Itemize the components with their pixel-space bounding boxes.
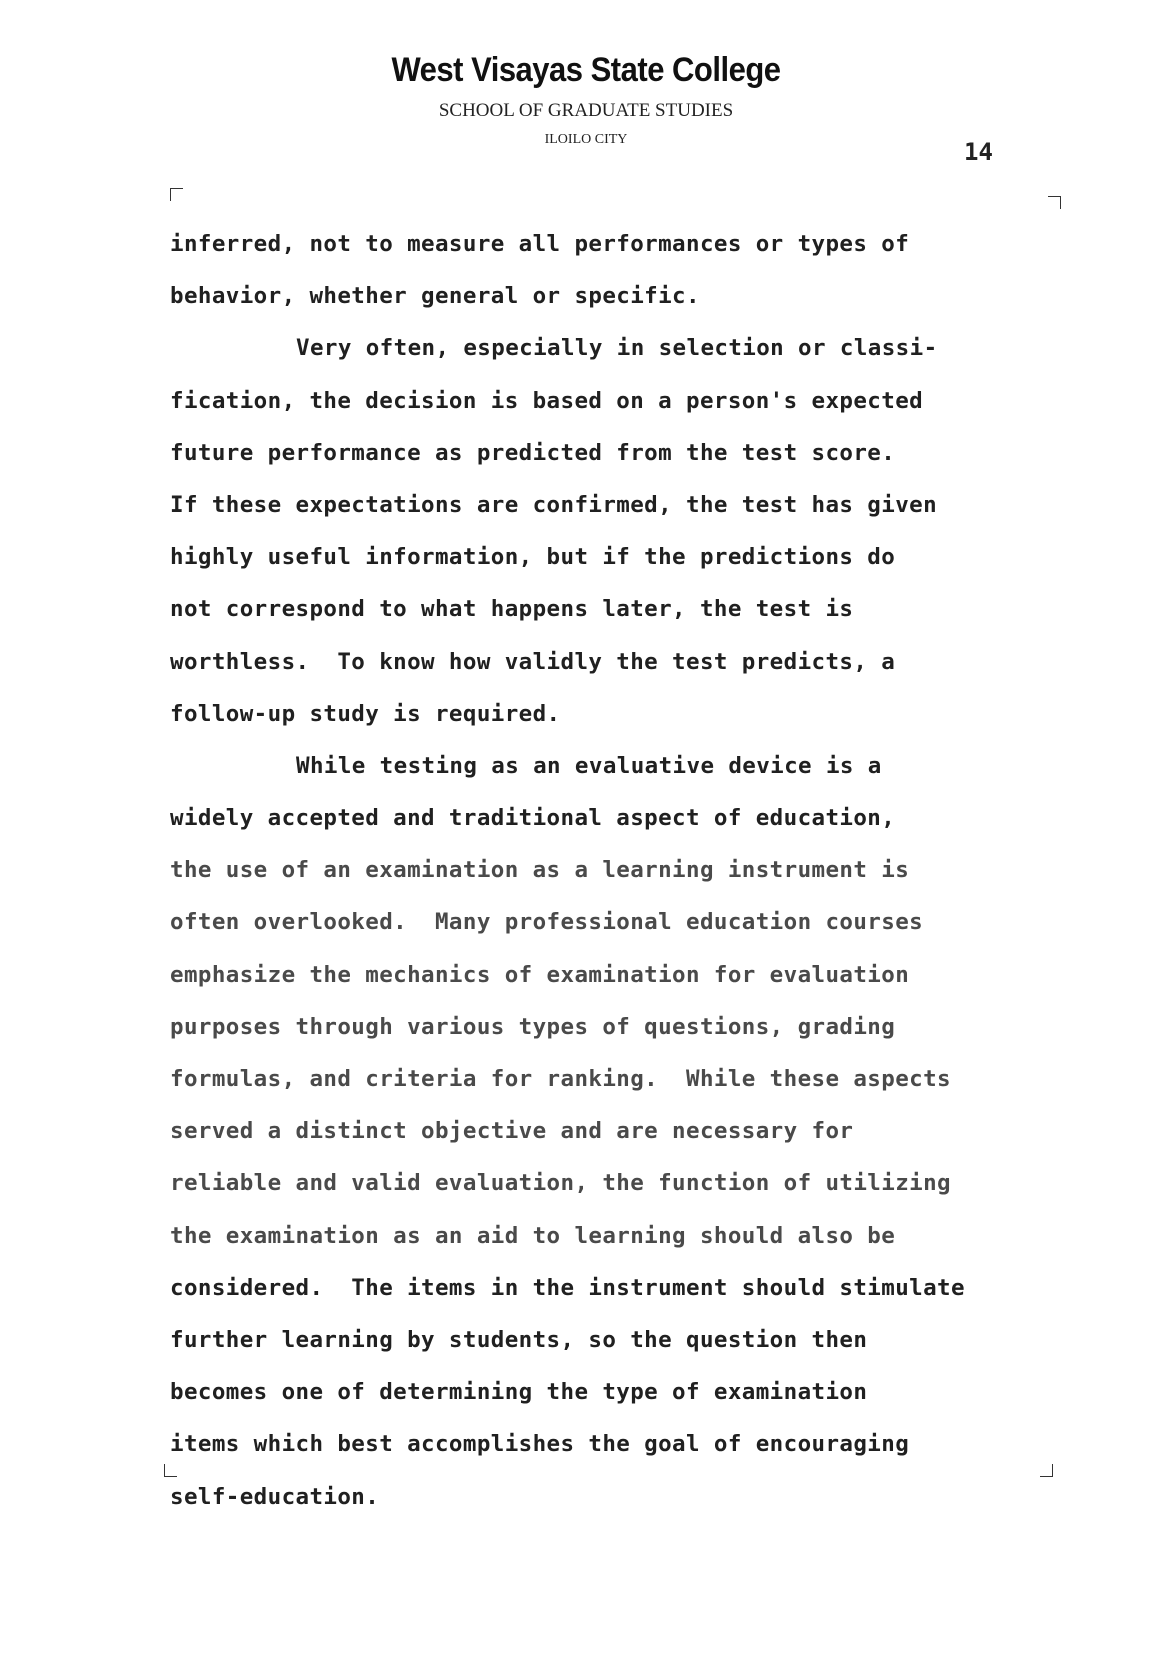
text-line: the examination as an aid to learning should also be <box>170 1222 896 1249</box>
text-line: the use of an examination as a learning instrument is <box>170 857 910 884</box>
text-line: served a distinct objective and are necessary for <box>170 1118 854 1145</box>
body-text <box>170 218 1070 1523</box>
institution-name: West Visayas State College <box>391 49 781 90</box>
text-line: further learning by students, so the question then <box>170 1326 868 1353</box>
text-line: behavior, whether general or specific. <box>170 283 700 310</box>
school-name: SCHOOL OF GRADUATE STUDIES <box>438 100 734 121</box>
text-line: items which best accomplishes the goal of encouraging <box>170 1431 910 1458</box>
text-line: purposes through various types of questions, grading <box>170 1013 896 1040</box>
text-line: formulas, and criteria for ranking. While these aspects <box>170 1066 951 1092</box>
text-line: inferred, not to measure all performances or types of <box>170 231 910 257</box>
text-line: becomes one of determining the type of examination <box>170 1379 868 1406</box>
text-line: highly useful information, but if the predictions do <box>170 544 896 571</box>
crop-mark-top-right <box>1048 196 1061 209</box>
text-line: follow-up study is required. <box>170 700 561 727</box>
city-name: ILOILO CITY <box>544 132 628 147</box>
text-line: self-education. <box>170 1483 380 1510</box>
text-line: emphasize the mechanics of examination for evaluation <box>170 961 910 988</box>
text-line: future performance as predicted from the test score. <box>170 439 896 466</box>
text-line: worthless. To know how validly the test predicts, a <box>170 648 896 675</box>
text-line: often overlooked. Many professional education courses <box>170 909 924 936</box>
text-line: If these expectations are confirmed, the test has given <box>170 491 938 518</box>
text-line: not correspond to what happens later, the test is <box>170 596 854 623</box>
page-number: 14 <box>964 138 993 166</box>
crop-mark-top-left <box>170 188 183 201</box>
text-line: fication, the decision is based on a person's expected <box>170 387 924 414</box>
text-line: Very often, especially in selection or classi- <box>296 335 938 362</box>
text-line: considered. The items in the instrument should stimulate <box>170 1274 965 1301</box>
text-line: reliable and valid evaluation, the function of utilizing <box>170 1170 951 1197</box>
text-line: While testing as an evaluative device is a <box>296 752 882 779</box>
text-line: widely accepted and traditional aspect of education, <box>170 805 896 832</box>
